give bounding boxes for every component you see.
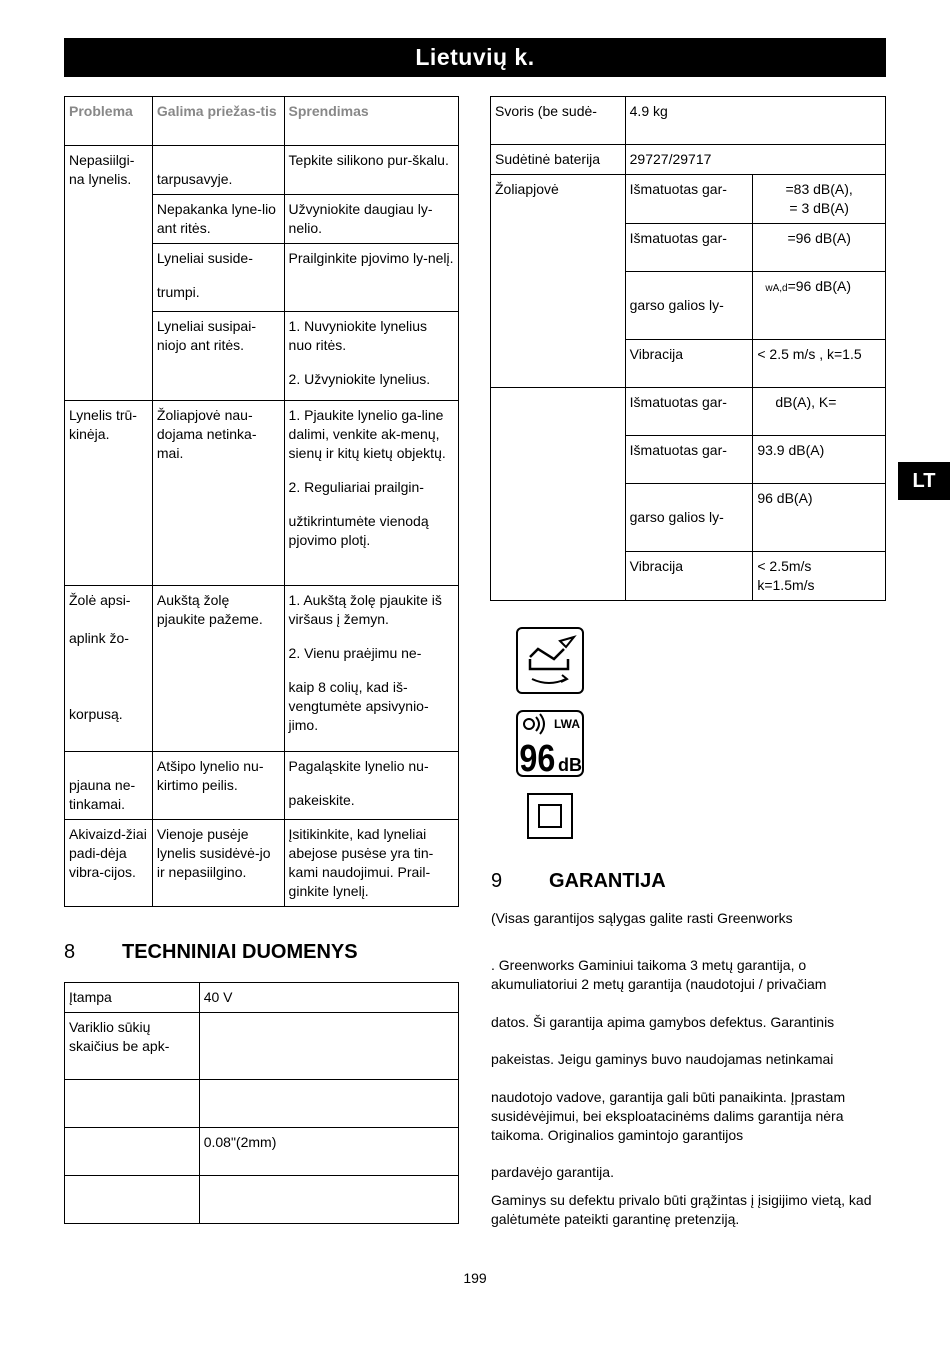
lwa-unit: dB (558, 755, 582, 775)
warranty-paragraph: pakeistas. Jeigu gaminys buvo naudojamas netinkamai (491, 1051, 834, 1067)
table-row (491, 388, 886, 436)
spec-sub-value: < 2.5m/s k=1.5m/s (753, 552, 886, 601)
tech-section-title: TECHNINIAI DUOMENYS (122, 941, 358, 963)
problem-cell: Nepasiilgi-na lynelis. (65, 146, 153, 401)
lwa-label: LWA (554, 717, 580, 731)
warranty-section-number: 9 (491, 870, 503, 892)
lwa-value: 96 (519, 737, 556, 777)
spec-label: Sudėtinė baterija (491, 145, 626, 175)
problem-cell: Lynelis trū-kinėja. (65, 401, 153, 586)
spec-sub-label: Vibracija (625, 340, 753, 388)
tech-value (199, 1176, 458, 1224)
tech-data-table (64, 982, 459, 1224)
header-solution: Sprendimas (284, 97, 458, 146)
second-group-label (491, 388, 626, 601)
table-row (65, 983, 459, 1013)
spec-subscript: wA,d (765, 283, 788, 294)
warranty-paragraph: datos. Ši garantija apima gamybos defektus. Garantinis (491, 1014, 835, 1030)
spec-sub-value: 96 dB(A) (753, 484, 886, 552)
cause-cell: Žoliapjovė nau-dojama netinka-mai. (152, 401, 284, 586)
table-header-row (65, 97, 459, 146)
table-row (491, 97, 886, 145)
page-number: 199 (463, 1270, 487, 1286)
warranty-paragraph: naudotojo vadove, garantija gali būti panaikinta. Įprastam susidėvėjimui, bei eksploatacinėms dalims garantija nėra taikoma. Originalios gamintojo garantijos (491, 1089, 846, 1143)
spec-sub-label: Vibracija (625, 552, 753, 601)
warranty-paragraph: . Greenworks Gaminiui taikoma 3 metų garantija, o akumuliatoriui 2 metų garantija (naudotojui / privačiam (491, 957, 827, 992)
table-row (65, 586, 459, 752)
page-header (64, 38, 886, 77)
warranty-section-title: GARANTIJA (549, 870, 666, 892)
troubleshooting-table (64, 96, 459, 907)
problem-cell: pjauna ne-tinkamai. (65, 752, 153, 820)
warranty-paragraph: (Visas garantijos sąlygas galite rasti Greenworks (491, 910, 793, 926)
spec-sub-value: < 2.5 m/s , k=1.5 (753, 340, 886, 388)
spec-sub-value: dB(A), K= (753, 388, 886, 436)
cause-cell: Lyneliai suside- trumpi. (152, 244, 284, 312)
table-row (65, 1080, 459, 1128)
table-row (65, 1013, 459, 1080)
spec-sub-value: =96 dB(A) (753, 224, 886, 272)
spec-sub-label: garso galios ly- (625, 272, 753, 340)
solution-cell: 1. Nuvyniokite lynelius nuo ritės. 2. Užvyniokite lynelius. (284, 312, 458, 401)
solution-cell: Pagaląskite lynelio nu- pakeiskite. (284, 752, 458, 820)
spec-table (490, 96, 886, 601)
warranty-section-heading (491, 870, 666, 893)
warranty-paragraph: Gaminys su defektu privalo būti grąžintas į įsigijimo vietą, kad galėtumėte pateikti garantinę pretenziją. (491, 1192, 872, 1227)
tech-section-number: 8 (64, 941, 76, 963)
table-row (65, 401, 459, 586)
tech-value: 40 V (199, 983, 458, 1013)
solution-cell: Įsitikinkite, kad lyneliai abejose pusėse yra tin-kami naudojimui. Prail-ginkite lynelį. (284, 820, 458, 907)
solution-cell: Tepkite silikono pur-škalu. (284, 146, 458, 195)
cause-cell: Vienoje pusėje lynelis susidėvė-jo ir nepasiilgino. (152, 820, 284, 907)
trimmer-head-icon (516, 627, 584, 697)
spec-sub-label: Išmatuotas gar- (625, 224, 753, 272)
tech-label (65, 1128, 200, 1176)
spec-sub-value: =83 dB(A), = 3 dB(A) (753, 175, 886, 224)
tech-label: Variklio sūkių skaičius be apk- (65, 1013, 200, 1080)
tech-value (199, 1080, 458, 1128)
cause-cell: Aukštą žolę pjaukite pažeme. (152, 586, 284, 752)
table-row (65, 1176, 459, 1224)
table-row (65, 752, 459, 820)
table-row (491, 145, 886, 175)
tech-label (65, 1080, 200, 1128)
solution-cell: Užvyniokite daugiau ly-nelio. (284, 195, 458, 244)
problem-cell: Akivaizd-žiai padi-dėja vibra-cijos. (65, 820, 153, 907)
table-row (65, 820, 459, 907)
tech-label (65, 1176, 200, 1224)
warranty-paragraph: pardavėjo garantija. (491, 1164, 614, 1180)
spec-sub-label: Išmatuotas gar- (625, 175, 753, 224)
tech-value (199, 1013, 458, 1080)
page-header-title: Lietuvių k. (415, 44, 535, 70)
tech-label: Įtampa (65, 983, 200, 1013)
trimmer-label: Žoliapjovė (491, 175, 626, 388)
cause-cell: tarpusavyje. (152, 146, 284, 195)
spec-label: Svoris (be sudė- (491, 97, 626, 145)
problem-cell: Žolė apsi- aplink žo- korpusą. (65, 586, 153, 752)
solution-cell: 1. Pjaukite lynelio ga-line dalimi, venkite ak-menų, sienų ir kitų kietų objektų. 2. Reguliariai prailgin- užtikrintumėte vienodą pjovimo plotį. (284, 401, 458, 586)
spec-sub-value: wA,d=96 dB(A) (753, 272, 886, 340)
double-insulation-icon (527, 793, 573, 842)
spec-sub-label: Išmatuotas gar- (625, 388, 753, 436)
cause-cell: Atšipo lynelio nu-kirtimo peilis. (152, 752, 284, 820)
spec-value: 29727/29717 (625, 145, 885, 175)
solution-cell: 1. Aukštą žolę pjaukite iš viršaus į žemyn. 2. Vienu praėjimu ne- kaip 8 colių, kad iš-vengtumėte apsivynio-jimo. (284, 586, 458, 752)
sound-power-icon (516, 710, 584, 780)
tech-section-heading (64, 941, 358, 964)
table-row (65, 1128, 459, 1176)
spec-sub-value: 93.9 dB(A) (753, 436, 886, 484)
spec-sub-label: Išmatuotas gar- (625, 436, 753, 484)
table-row (491, 175, 886, 224)
language-tab: LT (898, 462, 950, 500)
header-problem: Problema (65, 97, 153, 146)
solution-cell: Prailginkite pjovimo ly-nelį. (284, 244, 458, 312)
header-cause: Galima priežas-tis (152, 97, 284, 146)
cause-cell: Nepakanka lyne-lio ant ritės. (152, 195, 284, 244)
spec-sub-label: garso galios ly- (625, 484, 753, 552)
cause-cell: Lyneliai susipai-niojo ant ritės. (152, 312, 284, 401)
tech-value: 0.08"(2mm) (199, 1128, 458, 1176)
table-row (65, 146, 459, 195)
spec-value: 4.9 kg (625, 97, 885, 145)
